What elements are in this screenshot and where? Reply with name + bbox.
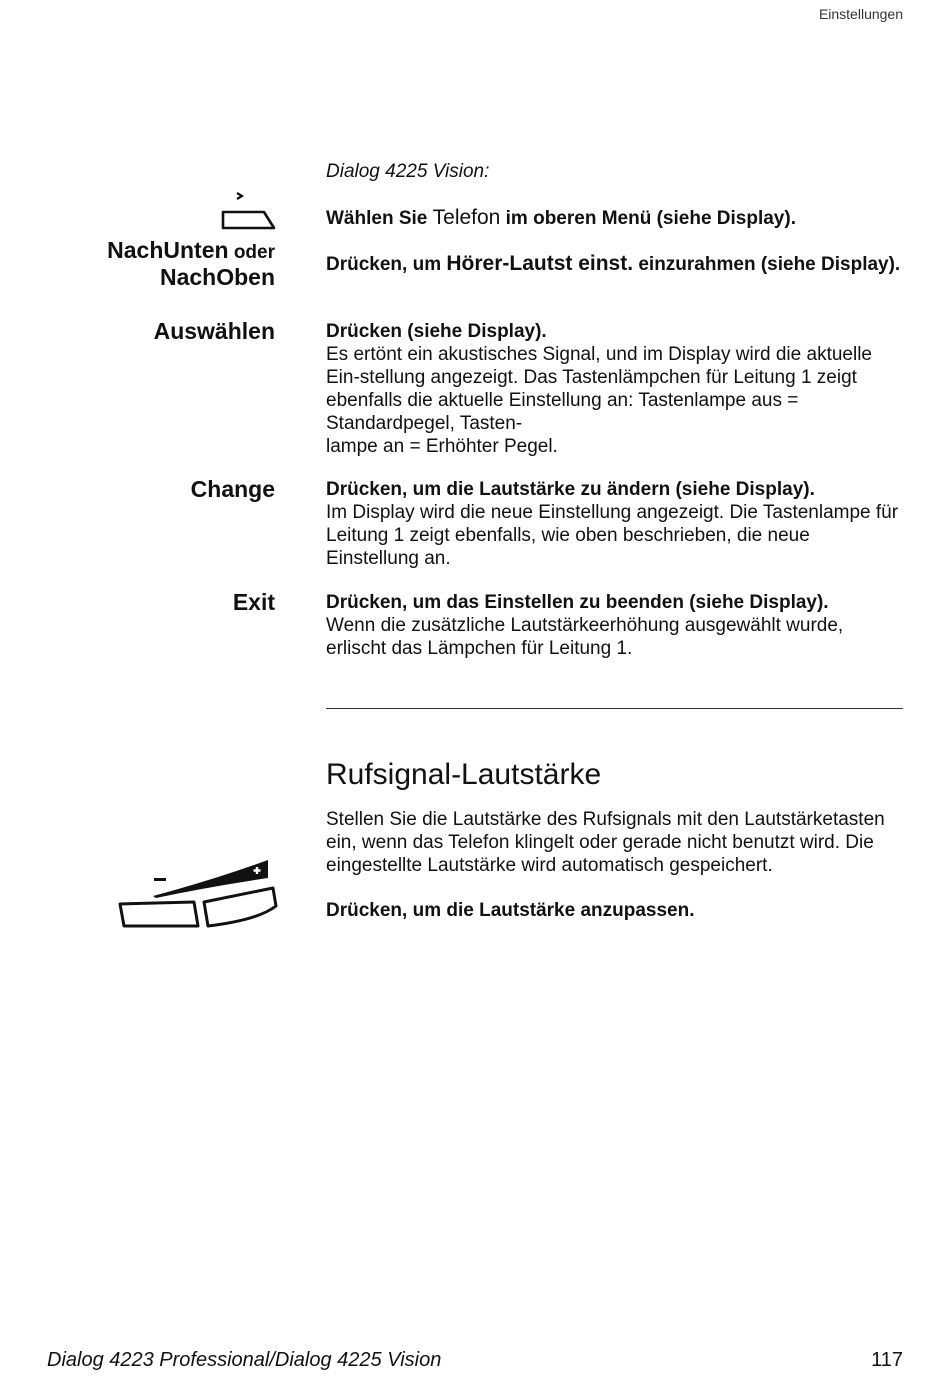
footer-title: Dialog 4223 Professional/Dialog 4225 Vision bbox=[47, 1349, 442, 1371]
section-divider bbox=[326, 708, 903, 709]
running-header: Einstellungen bbox=[818, 6, 903, 22]
exit-key-label: Exit bbox=[232, 589, 275, 615]
step-2-text: Drücken, um Hörer-Lautst einst. einzurahmen (siehe Display). bbox=[326, 252, 901, 275]
menu-softkey-icon bbox=[220, 188, 276, 230]
step-5-text: Drücken, um das Einstellen zu beenden (siehe Display). Wenn die zusätzliche Lautstärkeerhöhung ausgewählt wurde, erlischt das Lämpchen für Leitung 1. bbox=[326, 592, 844, 659]
model-intro: Dialog 4225 Vision: bbox=[326, 161, 490, 182]
step-1-text: Wählen Sie Telefon im oberen Menü (siehe Display). bbox=[326, 206, 796, 229]
section-title: Rufsignal-Lautstärke bbox=[326, 758, 602, 791]
step-3-text: Drücken (siehe Display). Es ertönt ein akustisches Signal, und im Display wird die aktuelle Ein-stellung angezeigt. Das Tastenlämpchen für Leitung 1 zeigt ebenfalls die aktuelle Einstellung an: Tastenlampe aus = Standardpegel, Tasten- lampe an = Erhöhter Pegel. bbox=[326, 321, 872, 457]
nachunten-nachoben-key-label: NachUnten oder NachOben bbox=[107, 237, 275, 290]
auswaehlen-key-label: Auswählen bbox=[153, 318, 275, 344]
page-number: 117 bbox=[871, 1349, 903, 1371]
volume-keys-icon bbox=[118, 858, 278, 930]
change-key-label: Change bbox=[190, 476, 275, 502]
section-2-text: Stellen Sie die Lautstärke des Rufsignals mit den Lautstärketasten ein, wenn das Telefon klingelt oder gerade nicht benutzt wird. Die eingestellte Lautstärke wird automatisch gespeichert. bbox=[326, 809, 885, 876]
section-2-instruction: Drücken, um die Lautstärke anzupassen. bbox=[326, 900, 695, 921]
step-4-text: Drücken, um die Lautstärke zu ändern (siehe Display). Im Display wird die neue Einstellung angezeigt. Die Tastenlampe für Leitung 1 zeigt ebenfalls, wie oben beschrieben, die neue Einstellung an. bbox=[326, 479, 899, 569]
